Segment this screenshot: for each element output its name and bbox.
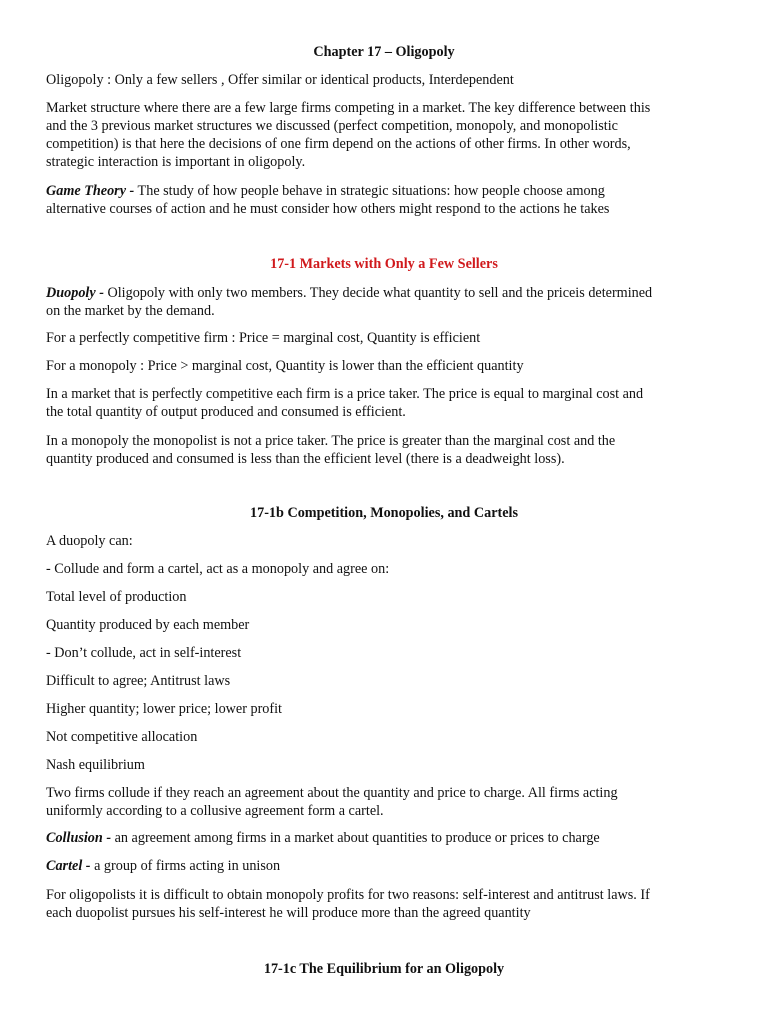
game-theory-definition bbox=[46, 183, 605, 201]
perfect-competition-line: For a perfectly competitive firm : Price = marginal cost, Quantity is efficient bbox=[46, 330, 481, 346]
section-heading-17-1c: 17-1c The Equilibrium for an Oligopoly bbox=[263, 961, 505, 977]
oligopolists-paragraph-line: For oligopolists it is difficult to obtain monopoly profits for two reasons: self-interest and antitrust laws. If bbox=[46, 887, 650, 903]
intro-paragraph-line: and the 3 previous market structures we discussed (perfect competition, monopoly, and monopolistic bbox=[46, 118, 618, 134]
collusion-definition bbox=[46, 830, 600, 848]
chapter-title: Chapter 17 – Oligopoly bbox=[313, 44, 455, 60]
list-item: Difficult to agree; Antitrust laws bbox=[46, 673, 231, 689]
duopoly-text-line: on the market by the demand. bbox=[46, 303, 215, 319]
list-item: - Collude and form a cartel, act as a monopoly and agree on: bbox=[46, 561, 390, 577]
list-item: A duopoly can: bbox=[46, 533, 133, 549]
cartel-term: Cartel - bbox=[46, 858, 91, 874]
intro-paragraph-line: competition) is that here the decisions of one firm depend on the actions of other firms. In other words, bbox=[46, 136, 631, 152]
collusion-term: Collusion - bbox=[46, 830, 112, 846]
cartel-definition bbox=[46, 858, 280, 876]
duopoly-text: Oligopoly with only two members. They decide what quantity to sell and the priceis determined bbox=[103, 285, 653, 301]
oligopoly-definition: Oligopoly : Only a few sellers , Offer similar or identical products, Interdependent bbox=[46, 72, 514, 88]
collusion-text: an agreement among firms in a market about quantities to produce or prices to charge bbox=[111, 830, 600, 846]
collude-paragraph-line: Two firms collude if they reach an agreement about the quantity and price to charge. All firms acting bbox=[46, 785, 618, 801]
list-item: Total level of production bbox=[46, 589, 187, 605]
oligopolists-paragraph-line: each duopolist pursues his self-interest he will produce more than the agreed quantity bbox=[46, 905, 531, 921]
monopoly-paragraph-line: quantity produced and consumed is less than the efficient level (there is a deadweight loss). bbox=[46, 451, 565, 467]
intro-paragraph-line: strategic interaction is important in oligopoly. bbox=[46, 154, 306, 170]
list-item: Not competitive allocation bbox=[46, 729, 198, 745]
perfect-market-paragraph-line: the total quantity of output produced and consumed is efficient. bbox=[46, 404, 406, 420]
cartel-text: a group of firms acting in unison bbox=[90, 858, 281, 874]
monopoly-line: For a monopoly : Price > marginal cost, Quantity is lower than the efficient quantity bbox=[46, 358, 524, 374]
section-heading-17-1: 17-1 Markets with Only a Few Sellers bbox=[270, 256, 498, 272]
duopoly-term: Duopoly - bbox=[46, 285, 104, 301]
list-item: - Don’t collude, act in self-interest bbox=[46, 645, 242, 661]
collude-paragraph-line: uniformly according to a collusive agreement form a cartel. bbox=[46, 803, 384, 819]
list-item: Nash equilibrium bbox=[46, 757, 145, 773]
game-theory-term: Game Theory - bbox=[46, 183, 135, 199]
monopoly-paragraph-line: In a monopoly the monopolist is not a price taker. The price is greater than the marginal cost and the bbox=[46, 433, 616, 449]
game-theory-text: The study of how people behave in strategic situations: how people choose among bbox=[134, 183, 605, 199]
perfect-market-paragraph-line: In a market that is perfectly competitive each firm is a price taker. The price is equal to marginal cost and bbox=[46, 386, 644, 402]
section-heading-17-1b: 17-1b Competition, Monopolies, and Cartels bbox=[250, 505, 518, 521]
game-theory-text-line: alternative courses of action and he must consider how others might respond to the actions he takes bbox=[46, 201, 610, 217]
list-item: Higher quantity; lower price; lower profit bbox=[46, 701, 282, 717]
list-item: Quantity produced by each member bbox=[46, 617, 250, 633]
intro-paragraph-line: Market structure where there are a few large firms competing in a market. The key difference between this bbox=[46, 100, 651, 116]
duopoly-definition bbox=[46, 285, 652, 303]
